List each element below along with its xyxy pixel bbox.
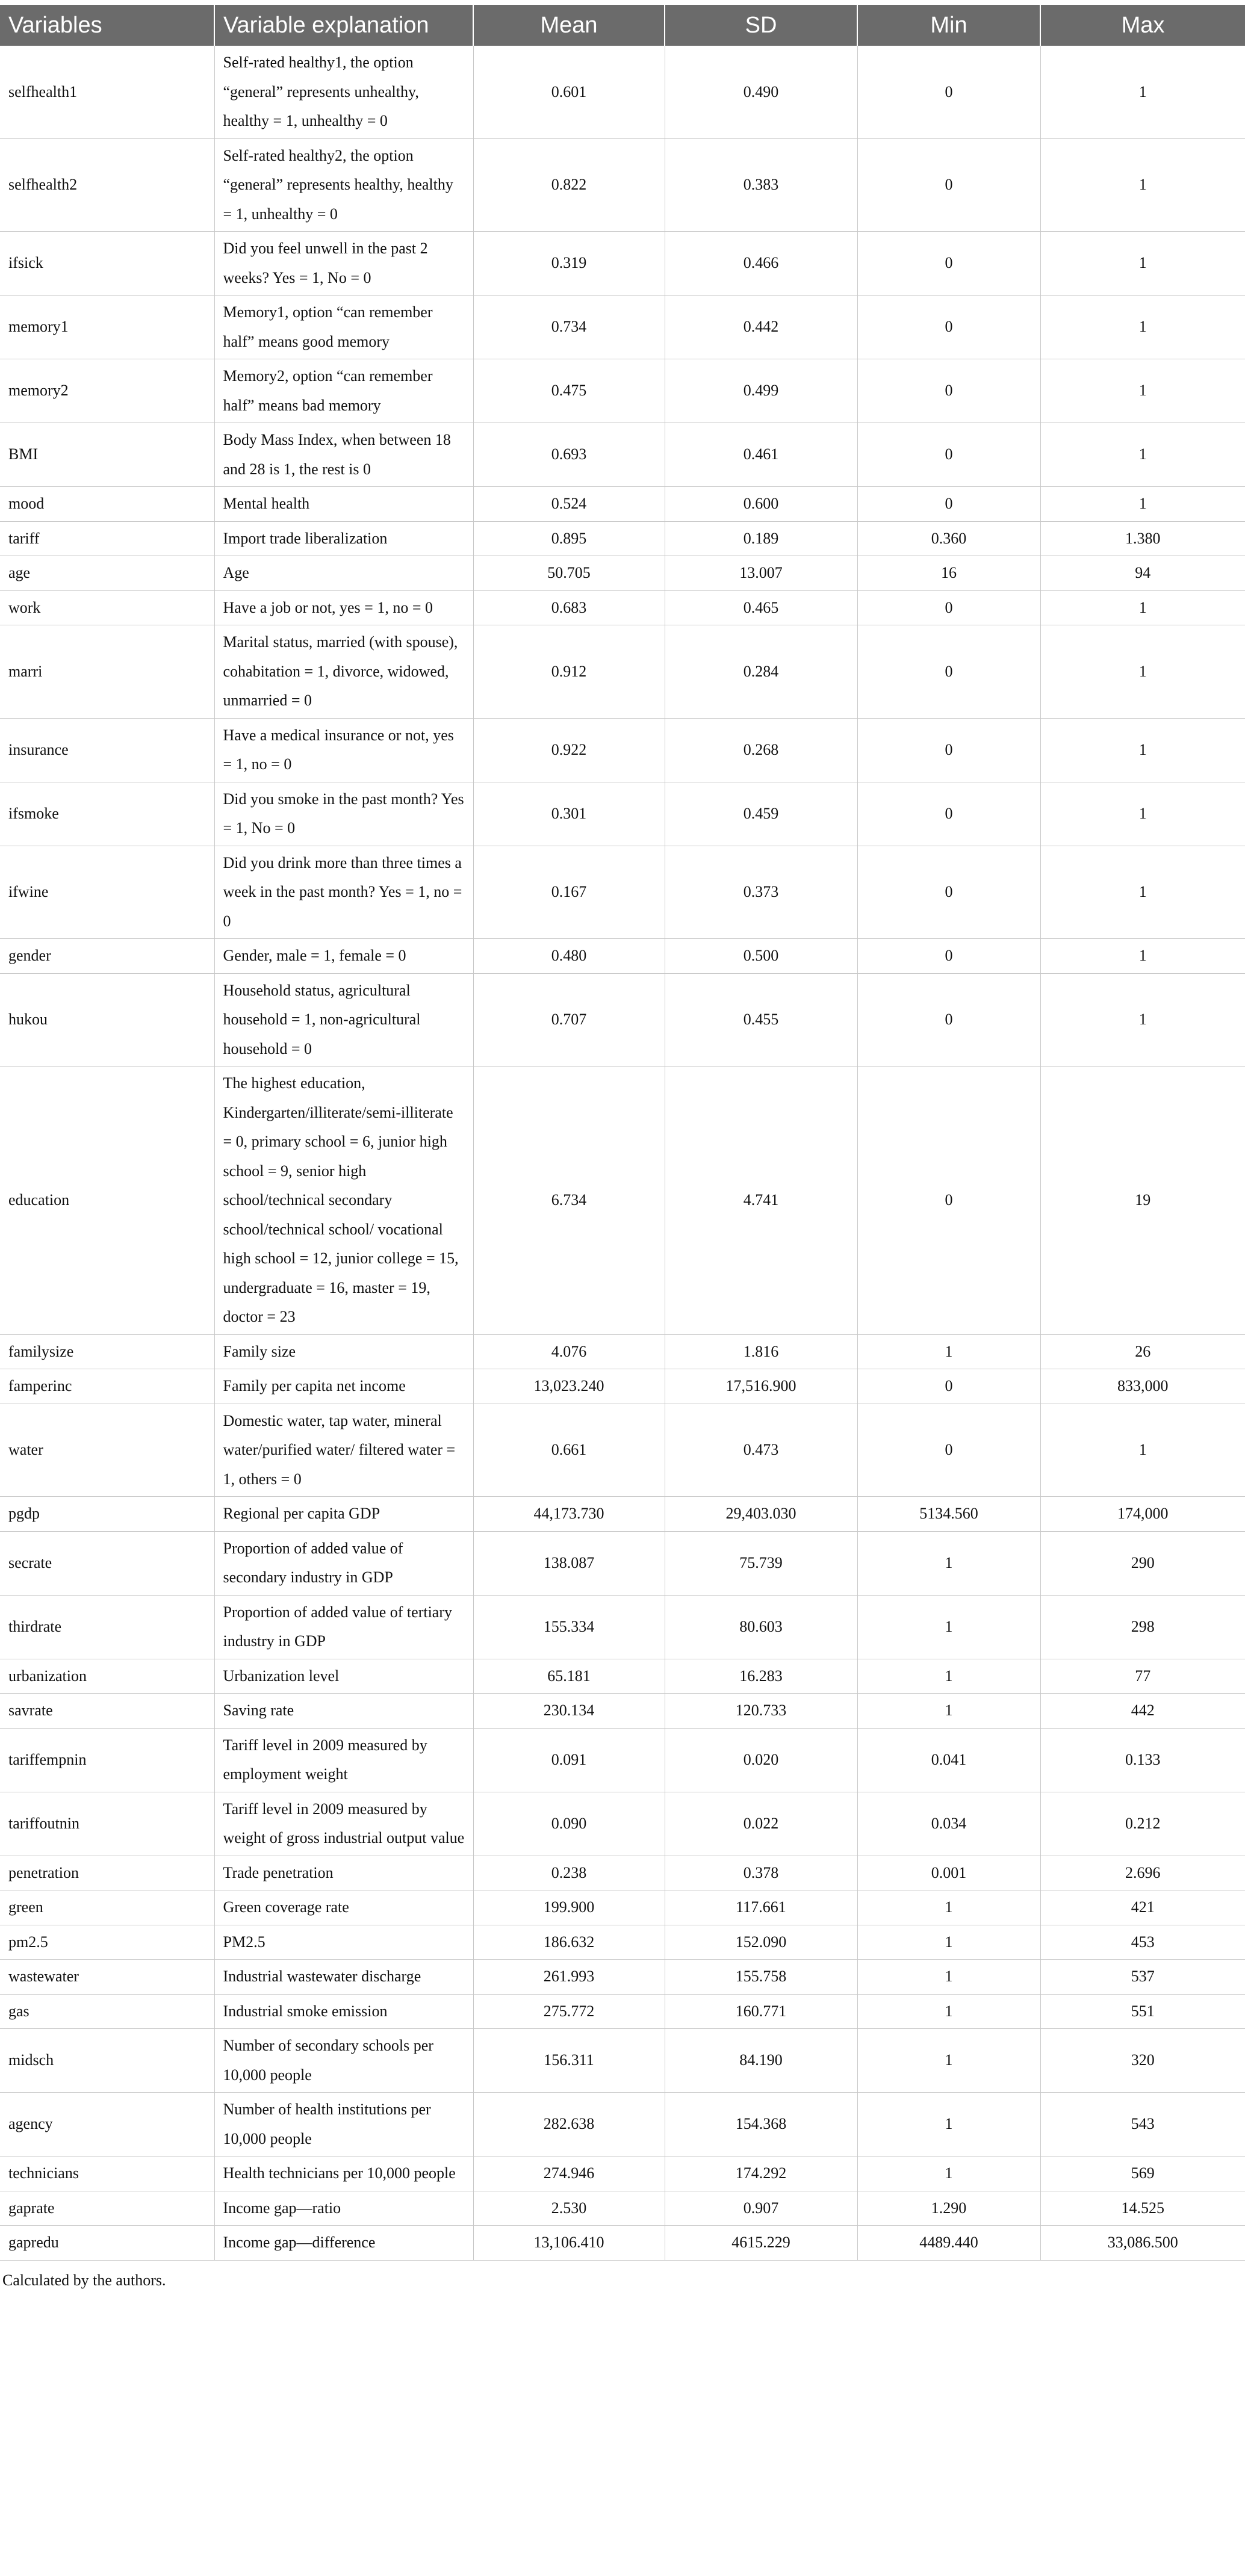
sd-cell: 0.373 [665, 846, 857, 939]
min-cell: 1 [857, 1531, 1040, 1595]
variable-cell: pm2.5 [0, 1925, 214, 1960]
max-cell: 1 [1040, 46, 1245, 138]
table-row [0, 973, 1245, 1067]
variable-cell: familysize [0, 1334, 214, 1369]
table-row [0, 1659, 1245, 1694]
max-cell: 1 [1040, 423, 1245, 487]
table-footnote: Calculated by the authors. [2, 2271, 166, 2289]
mean-cell: 0.238 [473, 1856, 665, 1890]
sd-cell: 0.473 [665, 1404, 857, 1497]
mean-cell: 50.705 [473, 556, 665, 591]
max-cell: 1 [1040, 359, 1245, 423]
variable-cell: secrate [0, 1531, 214, 1595]
mean-cell: 65.181 [473, 1659, 665, 1694]
variable-cell: gapredu [0, 2226, 214, 2261]
explanation-cell: Self-rated healthy2, the option “general” represents healthy, healthy = 1, unhealthy = 0 [214, 138, 473, 232]
explanation-cell: Proportion of added value of tertiary industry in GDP [214, 1595, 473, 1659]
table-row [0, 521, 1245, 556]
table-row [0, 1531, 1245, 1595]
sd-cell: 4.741 [665, 1067, 857, 1335]
mean-cell: 275.772 [473, 1994, 665, 2029]
max-cell: 1 [1040, 718, 1245, 782]
sd-cell: 84.190 [665, 2029, 857, 2093]
mean-cell: 274.946 [473, 2156, 665, 2191]
variable-cell: tariff [0, 521, 214, 556]
mean-cell: 0.661 [473, 1404, 665, 1497]
header-max: Max [1040, 5, 1245, 46]
table-row [0, 1694, 1245, 1729]
min-cell: 1 [857, 2093, 1040, 2156]
table-row [0, 1728, 1245, 1792]
mean-cell: 0.301 [473, 782, 665, 846]
variable-cell: gender [0, 939, 214, 974]
variable-cell: tariffoutnin [0, 1792, 214, 1856]
table-row [0, 423, 1245, 487]
explanation-cell: Tariff level in 2009 measured by weight of gross industrial output value [214, 1792, 473, 1856]
table-row [0, 359, 1245, 423]
explanation-cell: The highest education, Kindergarten/illiterate/semi-illiterate = 0, primary school = 6, junior high school = 9, senior high school/technical secondary school/technical school/ vocational high school = 12, junior college = 15, undergraduate = 16, master = 19, doctor = 23 [214, 1067, 473, 1335]
variable-cell: penetration [0, 1856, 214, 1890]
explanation-cell: Family per capita net income [214, 1369, 473, 1404]
variable-cell: green [0, 1890, 214, 1925]
variable-cell: mood [0, 487, 214, 522]
sd-cell: 0.455 [665, 973, 857, 1067]
table-header [0, 5, 1245, 46]
explanation-cell: Have a job or not, yes = 1, no = 0 [214, 590, 473, 625]
table-row [0, 590, 1245, 625]
min-cell: 0 [857, 1067, 1040, 1335]
table-row [0, 846, 1245, 939]
explanation-cell: Body Mass Index, when between 18 and 28 is 1, the rest is 0 [214, 423, 473, 487]
min-cell: 0 [857, 590, 1040, 625]
min-cell: 0.034 [857, 1792, 1040, 1856]
table-row [0, 46, 1245, 138]
min-cell: 0 [857, 359, 1040, 423]
min-cell: 1 [857, 2029, 1040, 2093]
table-row [0, 939, 1245, 974]
variable-cell: ifsick [0, 232, 214, 296]
sd-cell: 0.020 [665, 1728, 857, 1792]
explanation-cell: Have a medical insurance or not, yes = 1, no = 0 [214, 718, 473, 782]
variable-cell: memory2 [0, 359, 214, 423]
variable-cell: education [0, 1067, 214, 1335]
variable-cell: BMI [0, 423, 214, 487]
variable-cell: tariffempnin [0, 1728, 214, 1792]
mean-cell: 0.822 [473, 138, 665, 232]
mean-cell: 282.638 [473, 2093, 665, 2156]
min-cell: 0 [857, 232, 1040, 296]
mean-cell: 0.683 [473, 590, 665, 625]
variable-cell: pgdp [0, 1497, 214, 1532]
max-cell: 1 [1040, 625, 1245, 719]
explanation-cell: Health technicians per 10,000 people [214, 2156, 473, 2191]
variable-cell: water [0, 1404, 214, 1497]
explanation-cell: Trade penetration [214, 1856, 473, 1890]
max-cell: 1 [1040, 939, 1245, 974]
mean-cell: 0.480 [473, 939, 665, 974]
table-row [0, 1334, 1245, 1369]
table-row [0, 1792, 1245, 1856]
sd-cell: 4615.229 [665, 2226, 857, 2261]
sd-cell: 0.466 [665, 232, 857, 296]
mean-cell: 261.993 [473, 1960, 665, 1995]
max-cell: 26 [1040, 1334, 1245, 1369]
min-cell: 5134.560 [857, 1497, 1040, 1532]
min-cell: 0 [857, 487, 1040, 522]
max-cell: 1 [1040, 782, 1245, 846]
min-cell: 0 [857, 973, 1040, 1067]
explanation-cell: Proportion of added value of secondary industry in GDP [214, 1531, 473, 1595]
explanation-cell: Did you drink more than three times a week in the past month? Yes = 1, no = 0 [214, 846, 473, 939]
mean-cell: 0.895 [473, 521, 665, 556]
max-cell: 33,086.500 [1040, 2226, 1245, 2261]
table-row [0, 232, 1245, 296]
min-cell: 0 [857, 138, 1040, 232]
explanation-cell: Tariff level in 2009 measured by employment weight [214, 1728, 473, 1792]
max-cell: 1 [1040, 487, 1245, 522]
header-min: Min [857, 5, 1040, 46]
max-cell: 320 [1040, 2029, 1245, 2093]
mean-cell: 2.530 [473, 2191, 665, 2226]
sd-cell: 0.189 [665, 521, 857, 556]
max-cell: 2.696 [1040, 1856, 1245, 1890]
table-row [0, 1595, 1245, 1659]
min-cell: 0 [857, 296, 1040, 359]
explanation-cell: Marital status, married (with spouse), cohabitation = 1, divorce, widowed, unmarried = 0 [214, 625, 473, 719]
max-cell: 1 [1040, 232, 1245, 296]
min-cell: 1 [857, 1994, 1040, 2029]
mean-cell: 230.134 [473, 1694, 665, 1729]
descriptive-statistics-table [0, 5, 1245, 2261]
sd-cell: 154.368 [665, 2093, 857, 2156]
sd-cell: 0.383 [665, 138, 857, 232]
variable-cell: technicians [0, 2156, 214, 2191]
max-cell: 1 [1040, 296, 1245, 359]
min-cell: 0 [857, 46, 1040, 138]
sd-cell: 80.603 [665, 1595, 857, 1659]
max-cell: 1 [1040, 846, 1245, 939]
explanation-cell: Age [214, 556, 473, 591]
mean-cell: 0.167 [473, 846, 665, 939]
sd-cell: 117.661 [665, 1890, 857, 1925]
explanation-cell: Industrial smoke emission [214, 1994, 473, 2029]
min-cell: 1.290 [857, 2191, 1040, 2226]
explanation-cell: Industrial wastewater discharge [214, 1960, 473, 1995]
mean-cell: 0.319 [473, 232, 665, 296]
min-cell: 4489.440 [857, 2226, 1040, 2261]
mean-cell: 0.912 [473, 625, 665, 719]
sd-cell: 152.090 [665, 1925, 857, 1960]
variable-cell: midsch [0, 2029, 214, 2093]
sd-cell: 174.292 [665, 2156, 857, 2191]
sd-cell: 1.816 [665, 1334, 857, 1369]
mean-cell: 0.475 [473, 359, 665, 423]
sd-cell: 0.442 [665, 296, 857, 359]
max-cell: 1 [1040, 138, 1245, 232]
min-cell: 1 [857, 2156, 1040, 2191]
header-variables: Variables [0, 5, 214, 46]
table-row [0, 1404, 1245, 1497]
variable-cell: famperinc [0, 1369, 214, 1404]
sd-cell: 0.022 [665, 1792, 857, 1856]
max-cell: 551 [1040, 1994, 1245, 2029]
max-cell: 537 [1040, 1960, 1245, 1995]
explanation-cell: Regional per capita GDP [214, 1497, 473, 1532]
max-cell: 421 [1040, 1890, 1245, 1925]
mean-cell: 0.601 [473, 46, 665, 138]
max-cell: 1.380 [1040, 521, 1245, 556]
min-cell: 1 [857, 1925, 1040, 1960]
mean-cell: 0.734 [473, 296, 665, 359]
max-cell: 569 [1040, 2156, 1245, 2191]
sd-cell: 0.907 [665, 2191, 857, 2226]
variable-cell: gas [0, 1994, 214, 2029]
variable-cell: selfhealth1 [0, 46, 214, 138]
mean-cell: 13,106.410 [473, 2226, 665, 2261]
variable-cell: marri [0, 625, 214, 719]
sd-cell: 0.459 [665, 782, 857, 846]
table-row [0, 1497, 1245, 1532]
mean-cell: 155.334 [473, 1595, 665, 1659]
table-row [0, 1925, 1245, 1960]
sd-cell: 0.600 [665, 487, 857, 522]
mean-cell: 0.524 [473, 487, 665, 522]
table-row [0, 487, 1245, 522]
min-cell: 0 [857, 1369, 1040, 1404]
max-cell: 1 [1040, 973, 1245, 1067]
explanation-cell: Gender, male = 1, female = 0 [214, 939, 473, 974]
mean-cell: 0.693 [473, 423, 665, 487]
variable-cell: insurance [0, 718, 214, 782]
sd-cell: 29,403.030 [665, 1497, 857, 1532]
header-sd: SD [665, 5, 857, 46]
variable-cell: savrate [0, 1694, 214, 1729]
explanation-cell: Number of secondary schools per 10,000 people [214, 2029, 473, 2093]
explanation-cell: Memory1, option “can remember half” means good memory [214, 296, 473, 359]
header-mean: Mean [473, 5, 665, 46]
max-cell: 0.133 [1040, 1728, 1245, 1792]
table-row [0, 1960, 1245, 1995]
min-cell: 1 [857, 1694, 1040, 1729]
mean-cell: 0.090 [473, 1792, 665, 1856]
sd-cell: 16.283 [665, 1659, 857, 1694]
min-cell: 0.360 [857, 521, 1040, 556]
min-cell: 0 [857, 1404, 1040, 1497]
explanation-cell: Income gap—difference [214, 2226, 473, 2261]
table-row [0, 138, 1245, 232]
mean-cell: 138.087 [473, 1531, 665, 1595]
table-row [0, 1890, 1245, 1925]
table-row [0, 625, 1245, 719]
max-cell: 290 [1040, 1531, 1245, 1595]
explanation-cell: Household status, agricultural household = 1, non-agricultural household = 0 [214, 973, 473, 1067]
table-row [0, 1994, 1245, 2029]
max-cell: 833,000 [1040, 1369, 1245, 1404]
table-body [0, 46, 1245, 2260]
variable-cell: selfhealth2 [0, 138, 214, 232]
min-cell: 1 [857, 1659, 1040, 1694]
max-cell: 77 [1040, 1659, 1245, 1694]
sd-cell: 0.500 [665, 939, 857, 974]
max-cell: 94 [1040, 556, 1245, 591]
explanation-cell: Did you feel unwell in the past 2 weeks? Yes = 1, No = 0 [214, 232, 473, 296]
min-cell: 1 [857, 1334, 1040, 1369]
sd-cell: 155.758 [665, 1960, 857, 1995]
explanation-cell: Mental health [214, 487, 473, 522]
min-cell: 0 [857, 939, 1040, 974]
table-row [0, 2191, 1245, 2226]
max-cell: 14.525 [1040, 2191, 1245, 2226]
min-cell: 16 [857, 556, 1040, 591]
mean-cell: 6.734 [473, 1067, 665, 1335]
max-cell: 543 [1040, 2093, 1245, 2156]
mean-cell: 4.076 [473, 1334, 665, 1369]
mean-cell: 186.632 [473, 1925, 665, 1960]
table-row [0, 782, 1245, 846]
max-cell: 19 [1040, 1067, 1245, 1335]
max-cell: 453 [1040, 1925, 1245, 1960]
sd-cell: 0.461 [665, 423, 857, 487]
variable-cell: thirdrate [0, 1595, 214, 1659]
sd-cell: 160.771 [665, 1994, 857, 2029]
min-cell: 0 [857, 718, 1040, 782]
mean-cell: 0.922 [473, 718, 665, 782]
sd-cell: 13.007 [665, 556, 857, 591]
table-row [0, 1856, 1245, 1890]
max-cell: 1 [1040, 590, 1245, 625]
min-cell: 1 [857, 1890, 1040, 1925]
mean-cell: 44,173.730 [473, 1497, 665, 1532]
variable-cell: hukou [0, 973, 214, 1067]
sd-cell: 0.378 [665, 1856, 857, 1890]
explanation-cell: Family size [214, 1334, 473, 1369]
min-cell: 0.041 [857, 1728, 1040, 1792]
sd-cell: 75.739 [665, 1531, 857, 1595]
sd-cell: 17,516.900 [665, 1369, 857, 1404]
explanation-cell: Number of health institutions per 10,000 people [214, 2093, 473, 2156]
table-container [0, 5, 1245, 2290]
mean-cell: 0.091 [473, 1728, 665, 1792]
sd-cell: 0.490 [665, 46, 857, 138]
mean-cell: 13,023.240 [473, 1369, 665, 1404]
sd-cell: 0.499 [665, 359, 857, 423]
sd-cell: 0.465 [665, 590, 857, 625]
variable-cell: gaprate [0, 2191, 214, 2226]
table-row [0, 296, 1245, 359]
table-row [0, 2029, 1245, 2093]
table-row [0, 556, 1245, 591]
min-cell: 0 [857, 625, 1040, 719]
explanation-cell: Memory2, option “can remember half” means bad memory [214, 359, 473, 423]
sd-cell: 0.284 [665, 625, 857, 719]
min-cell: 0 [857, 846, 1040, 939]
min-cell: 1 [857, 1960, 1040, 1995]
variable-cell: work [0, 590, 214, 625]
explanation-cell: Urbanization level [214, 1659, 473, 1694]
min-cell: 0.001 [857, 1856, 1040, 1890]
explanation-cell: Income gap—ratio [214, 2191, 473, 2226]
variable-cell: agency [0, 2093, 214, 2156]
variable-cell: age [0, 556, 214, 591]
max-cell: 1 [1040, 1404, 1245, 1497]
table-row [0, 2226, 1245, 2261]
sd-cell: 0.268 [665, 718, 857, 782]
explanation-cell: Green coverage rate [214, 1890, 473, 1925]
min-cell: 0 [857, 782, 1040, 846]
max-cell: 0.212 [1040, 1792, 1245, 1856]
max-cell: 298 [1040, 1595, 1245, 1659]
explanation-cell: Did you smoke in the past month? Yes = 1, No = 0 [214, 782, 473, 846]
header-variable-explanation: Variable explanation [214, 5, 473, 46]
min-cell: 0 [857, 423, 1040, 487]
mean-cell: 0.707 [473, 973, 665, 1067]
min-cell: 1 [857, 1595, 1040, 1659]
table-row [0, 2093, 1245, 2156]
table-row [0, 1369, 1245, 1404]
explanation-cell: Import trade liberalization [214, 521, 473, 556]
variable-cell: wastewater [0, 1960, 214, 1995]
max-cell: 442 [1040, 1694, 1245, 1729]
table-row [0, 718, 1245, 782]
explanation-cell: Domestic water, tap water, mineral water/purified water/ filtered water = 1, others = 0 [214, 1404, 473, 1497]
explanation-cell: Saving rate [214, 1694, 473, 1729]
variable-cell: memory1 [0, 296, 214, 359]
variable-cell: ifsmoke [0, 782, 214, 846]
sd-cell: 120.733 [665, 1694, 857, 1729]
max-cell: 174,000 [1040, 1497, 1245, 1532]
mean-cell: 156.311 [473, 2029, 665, 2093]
variable-cell: ifwine [0, 846, 214, 939]
header-row [0, 5, 1245, 46]
mean-cell: 199.900 [473, 1890, 665, 1925]
table-row [0, 1067, 1245, 1335]
explanation-cell: PM2.5 [214, 1925, 473, 1960]
variable-cell: urbanization [0, 1659, 214, 1694]
table-row [0, 2156, 1245, 2191]
explanation-cell: Self-rated healthy1, the option “general” represents unhealthy, healthy = 1, unhealthy = 0 [214, 46, 473, 138]
